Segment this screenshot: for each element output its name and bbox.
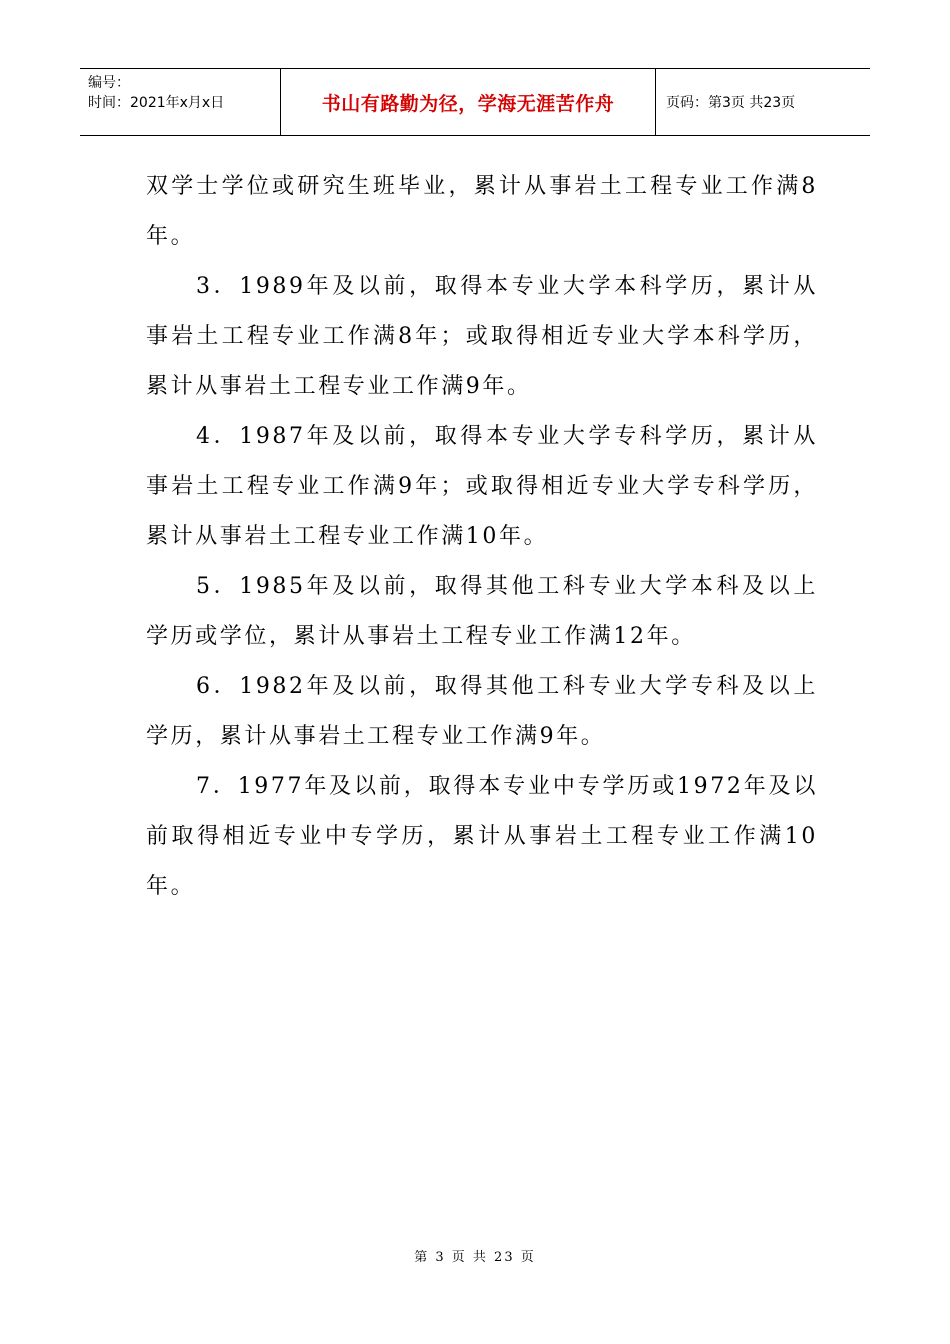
body-paragraph: 7．1977年及以前，取得本专业中专学历或1972年及以前取得相近专业中专学历，累计从事岩土工程专业工作满10年。 [146,774,818,899]
document-number-label: 编号： [88,75,130,91]
header-motto-cell [280,69,656,135]
header-motto: 书山有路勤为径，学海无涯苦作舟 [321,92,615,115]
header-page-cell [656,69,870,135]
page-footer [0,1246,950,1265]
document-time-label: 时间：2021年x月x日 [88,95,225,111]
body-paragraph: 5．1985年及以前，取得其他工科专业大学本科及以上学历或学位，累计从事岩土工程专业工作满12年。 [146,574,818,649]
footer-page-number: 第 3 页 共 23 页 [414,1250,536,1265]
header-page-info: 页码：第3页 共23页 [666,95,796,111]
header-meta-cell [80,69,280,135]
page-header [80,68,870,136]
body-paragraph: 双学士学位或研究生班毕业，累计从事岩土工程专业工作满8年。 [146,174,818,249]
body-paragraph: 6．1982年及以前，取得其他工科专业大学专科及以上学历，累计从事岩土工程专业工作满9年。 [146,674,818,749]
body-paragraph: 4．1987年及以前，取得本专业大学专科学历，累计从事岩土工程专业工作满9年；或取得相近专业大学专科学历，累计从事岩土工程专业工作满10年。 [146,424,818,549]
body-paragraph: 3．1989年及以前，取得本专业大学本科学历，累计从事岩土工程专业工作满8年；或取得相近专业大学本科学历，累计从事岩土工程专业工作满9年。 [146,274,818,399]
document-body [146,162,818,912]
